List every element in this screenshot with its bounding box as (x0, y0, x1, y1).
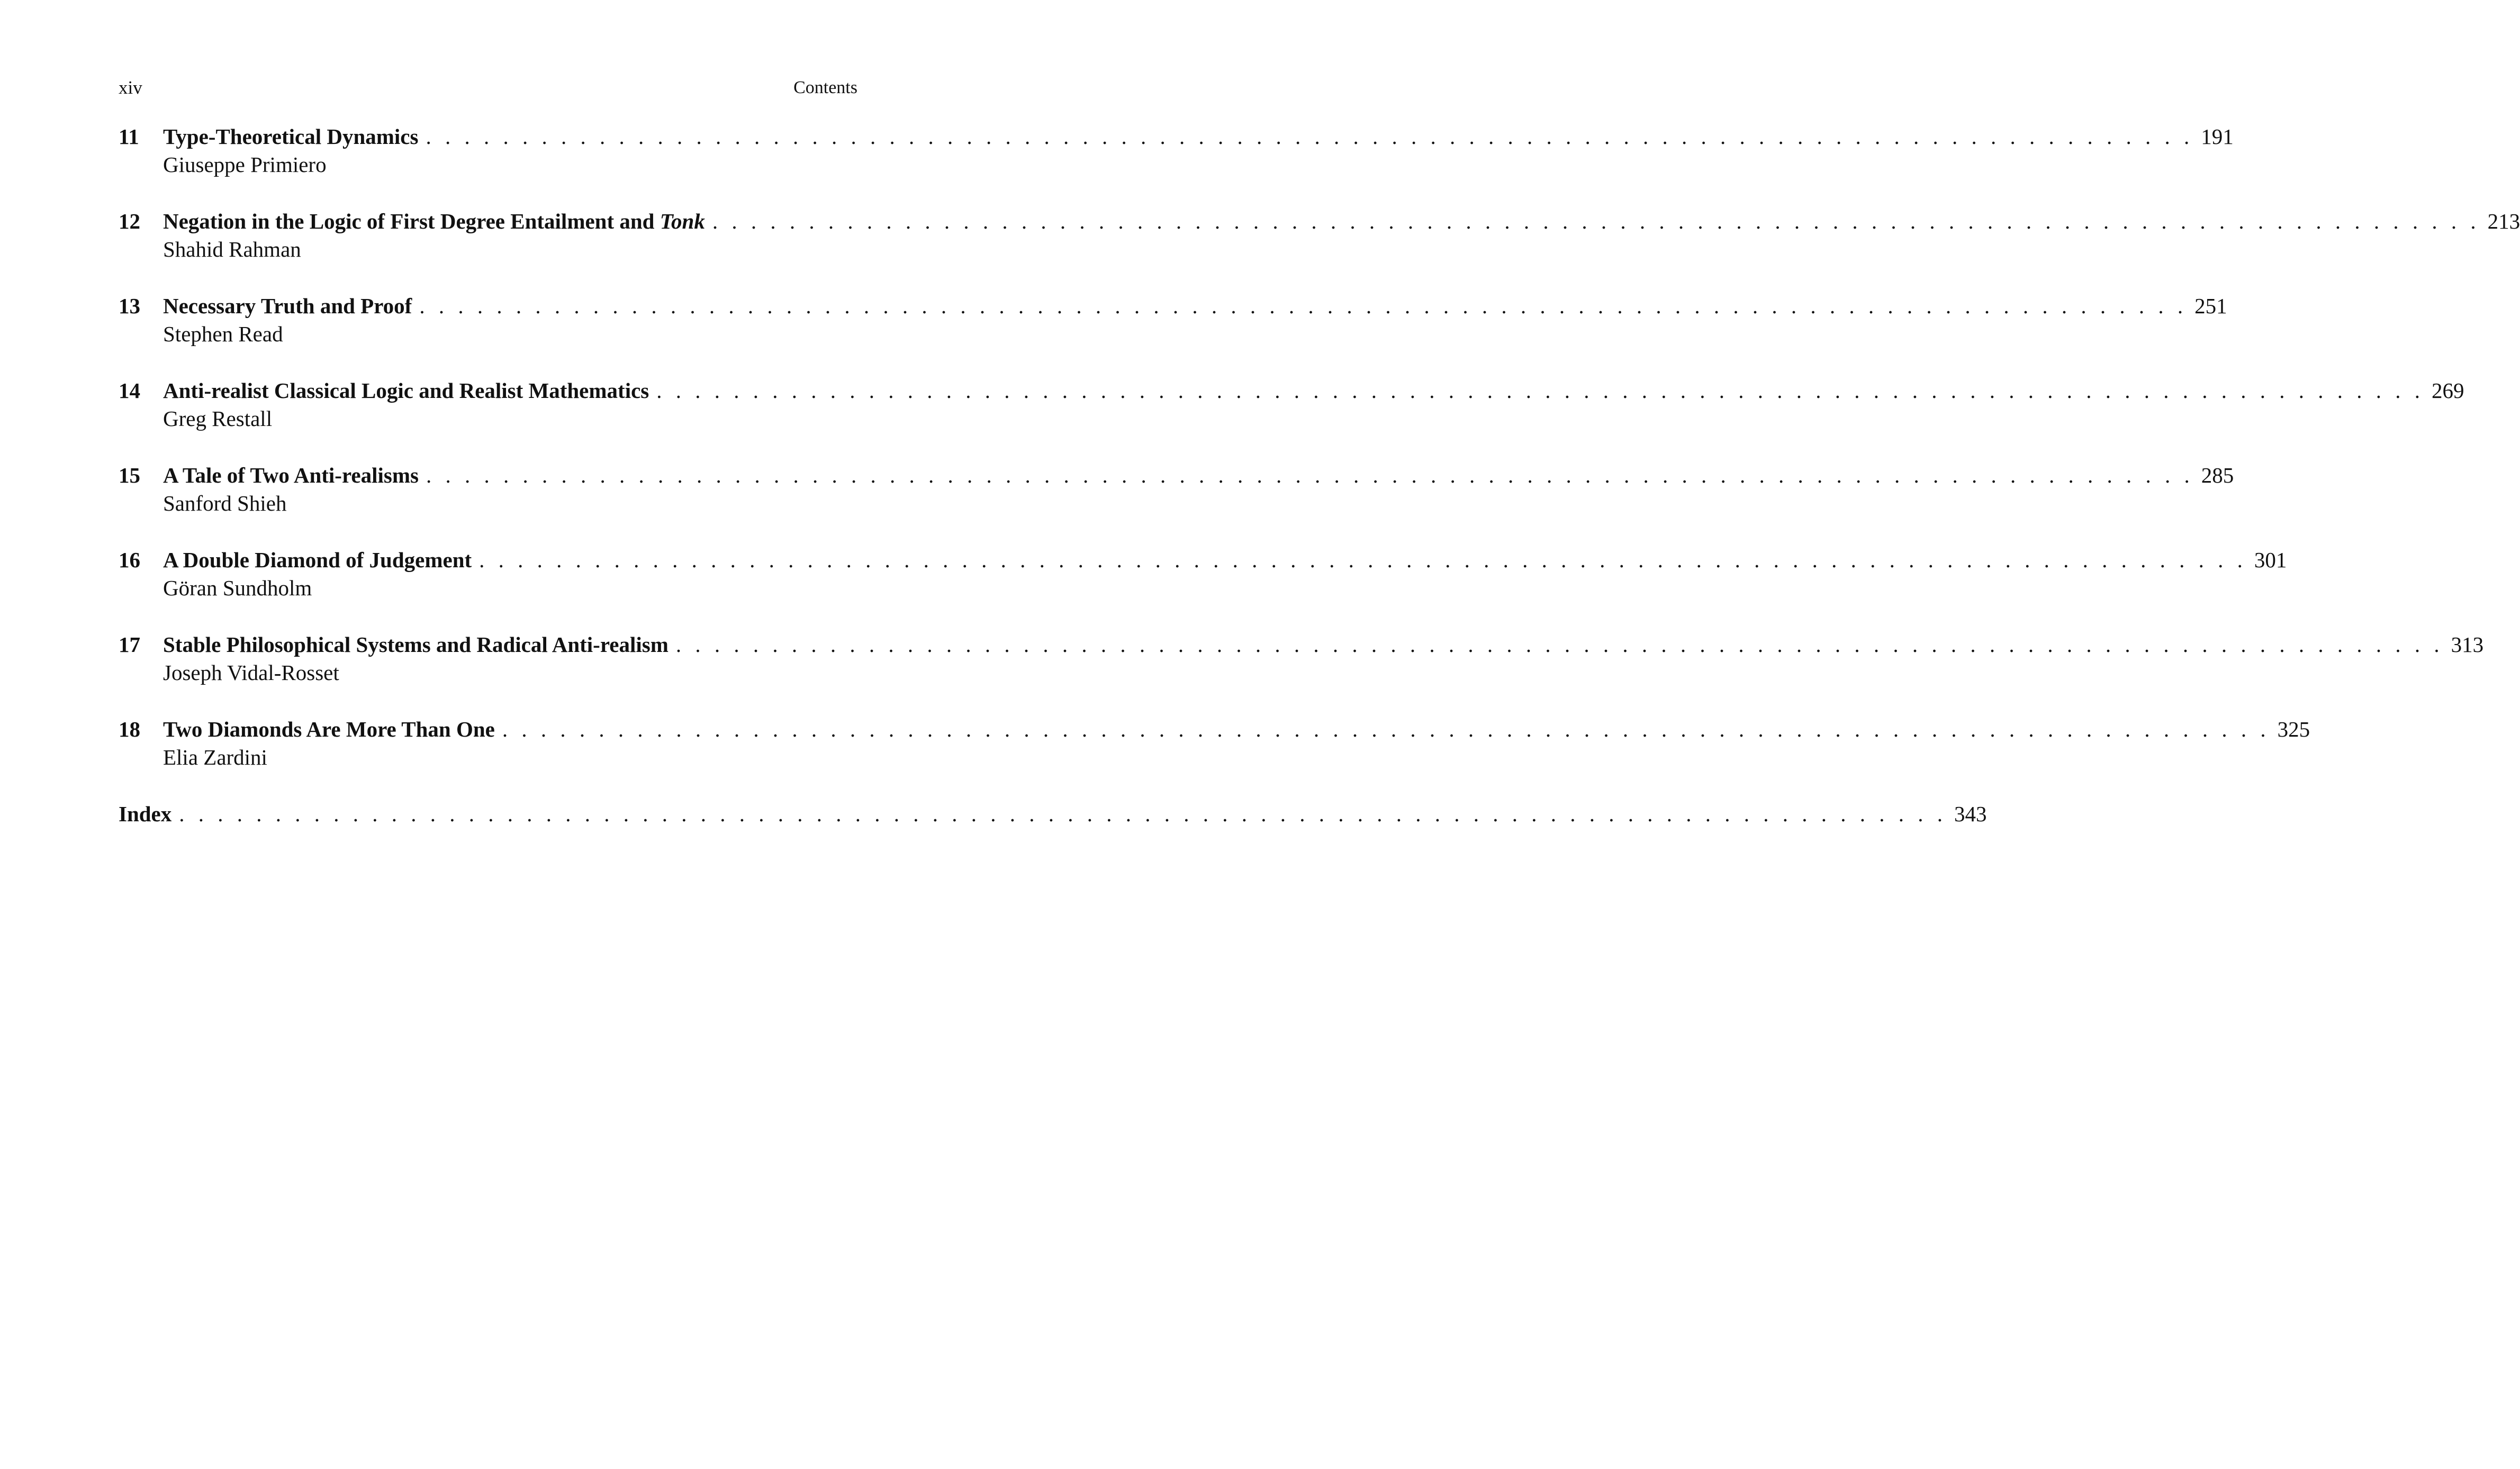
chapter-title-text: Anti-realist Classical Logic and Realist Mathematics (163, 378, 649, 403)
toc-entry-index[interactable] (119, 799, 1987, 829)
dot-leader: . . . . . . . . . . . . . . . . . . . . . . . . . . . . . . . . . . . . . . . . . . . . . . . . . . . . . . . . . . . . . . . . . . . . . . . . . . . . . . . . . . . . . . . . . . . . (419, 294, 2188, 318)
chapter-title-text: Type-Theoretical Dynamics (163, 124, 419, 149)
chapter-title[interactable] (163, 206, 705, 236)
toc-entry-line (119, 545, 2287, 575)
chapter-author: Greg Restall (163, 406, 273, 431)
page-number: 213 (2487, 209, 2520, 233)
toc-entry-line (119, 630, 2484, 659)
toc-entry-line (119, 376, 2464, 405)
toc-entry-12[interactable] (119, 206, 2520, 291)
chapter-title[interactable] (163, 376, 649, 405)
chapter-title-text: A Double Diamond of Judgement (163, 548, 472, 572)
page-number: 269 (2432, 378, 2464, 403)
chapter-number: 15 (119, 463, 140, 487)
toc-entry-16[interactable] (119, 545, 2287, 630)
chapter-author: Stephen Read (163, 322, 283, 346)
chapter-author: Göran Sundholm (163, 576, 312, 600)
chapter-author: Elia Zardini (163, 745, 267, 769)
chapter-author: Shahid Rahman (163, 237, 301, 261)
dot-leader: . . . . . . . . . . . . . . . . . . . . . . . . . . . . . . . . . . . . . . . . . . . . . . . . . . . . . . . . . . . . . . . . . . . . . . . . . . . . . . . . . . . . . . . . . . . . (656, 378, 2424, 403)
toc-entry-11[interactable] (119, 122, 2234, 206)
chapter-number: 14 (119, 378, 140, 403)
toc-entry-14[interactable] (119, 376, 2464, 460)
dot-leader: . . . . . . . . . . . . . . . . . . . . . . . . . . . . . . . . . . . . . . . . . . . . . . . . . . . . . . . . . . . . . . . . . . . . . . . . . . . . . . . . . . . . . . . . . . . . (179, 802, 1947, 826)
chapter-title[interactable] (163, 714, 495, 744)
toc-entry-line (119, 206, 2520, 236)
chapter-title-text: Necessary Truth and Proof (163, 294, 412, 318)
page-number: 343 (1954, 802, 1987, 826)
document-page (119, 0, 2520, 1469)
toc-entry-13[interactable] (119, 291, 2227, 376)
chapter-author: Sanford Shieh (163, 491, 287, 515)
chapter-title-italic: Tonk (660, 209, 705, 233)
page-number: 313 (2451, 632, 2484, 657)
chapter-number: 18 (119, 717, 140, 741)
chapter-number: 13 (119, 294, 140, 318)
toc-entry-line (119, 291, 2227, 321)
dot-leader: . . . . . . . . . . . . . . . . . . . . . . . . . . . . . . . . . . . . . . . . . . . . . . . . . . . . . . . . . . . . . . . . . . . . . . . . . . . . . . . . . . . . . . . . . . . . (426, 124, 2194, 149)
toc-entry-15[interactable] (119, 460, 2234, 545)
chapter-title[interactable] (163, 122, 418, 151)
chapter-author: Joseph Vidal-Rosset (163, 660, 339, 685)
page-number: 191 (2201, 124, 2234, 149)
chapter-author: Giuseppe Primiero (163, 152, 327, 177)
index-title[interactable]: Index (119, 802, 172, 826)
toc-entry-line (119, 460, 2234, 490)
dot-leader: . . . . . . . . . . . . . . . . . . . . . . . . . . . . . . . . . . . . . . . . . . . . . . . . . . . . . . . . . . . . . . . . . . . . . . . . . . . . . . . . . . . . . . . . . . . . (479, 548, 2247, 572)
running-head-section: Contents (793, 78, 857, 97)
chapter-title-text: Negation in the Logic of First Degree Entailment and (163, 209, 660, 233)
page-number: 251 (2194, 294, 2227, 318)
toc-entry-line (119, 122, 2234, 151)
toc-entry-17[interactable] (119, 630, 2484, 714)
chapter-title-text: Stable Philosophical Systems and Radical Anti-realism (163, 632, 669, 657)
chapter-title-text: A Tale of Two Anti-realisms (163, 463, 419, 487)
running-head (119, 76, 857, 99)
toc-entry-18[interactable] (119, 714, 2310, 799)
dot-leader: . . . . . . . . . . . . . . . . . . . . . . . . . . . . . . . . . . . . . . . . . . . . . . . . . . . . . . . . . . . . . . . . . . . . . . . . . . . . . . . . . . . . . . . . . . . . (712, 209, 2480, 233)
table-of-contents (119, 122, 2520, 829)
dot-leader: . . . . . . . . . . . . . . . . . . . . . . . . . . . . . . . . . . . . . . . . . . . . . . . . . . . . . . . . . . . . . . . . . . . . . . . . . . . . . . . . . . . . . . . . . . . . (502, 717, 2270, 741)
page-number: 285 (2201, 463, 2234, 487)
chapter-title[interactable] (163, 630, 669, 659)
dot-leader: . . . . . . . . . . . . . . . . . . . . . . . . . . . . . . . . . . . . . . . . . . . . . . . . . . . . . . . . . . . . . . . . . . . . . . . . . . . . . . . . . . . . . . . . . . . . (675, 632, 2444, 657)
chapter-title[interactable] (163, 545, 472, 575)
page-number: 325 (2277, 717, 2310, 741)
chapter-number: 11 (119, 124, 139, 149)
chapter-title-text: Two Diamonds Are More Than One (163, 717, 495, 741)
chapter-number: 12 (119, 209, 140, 233)
dot-leader: . . . . . . . . . . . . . . . . . . . . . . . . . . . . . . . . . . . . . . . . . . . . . . . . . . . . . . . . . . . . . . . . . . . . . . . . . . . . . . . . . . . . . . . . . . . . (426, 463, 2194, 487)
chapter-title[interactable] (163, 460, 419, 490)
page-number: 301 (2254, 548, 2287, 572)
page-folio: xiv (119, 77, 142, 98)
chapter-number: 16 (119, 548, 140, 572)
toc-entry-line (119, 714, 2310, 744)
chapter-number: 17 (119, 632, 140, 657)
chapter-title[interactable] (163, 291, 412, 321)
